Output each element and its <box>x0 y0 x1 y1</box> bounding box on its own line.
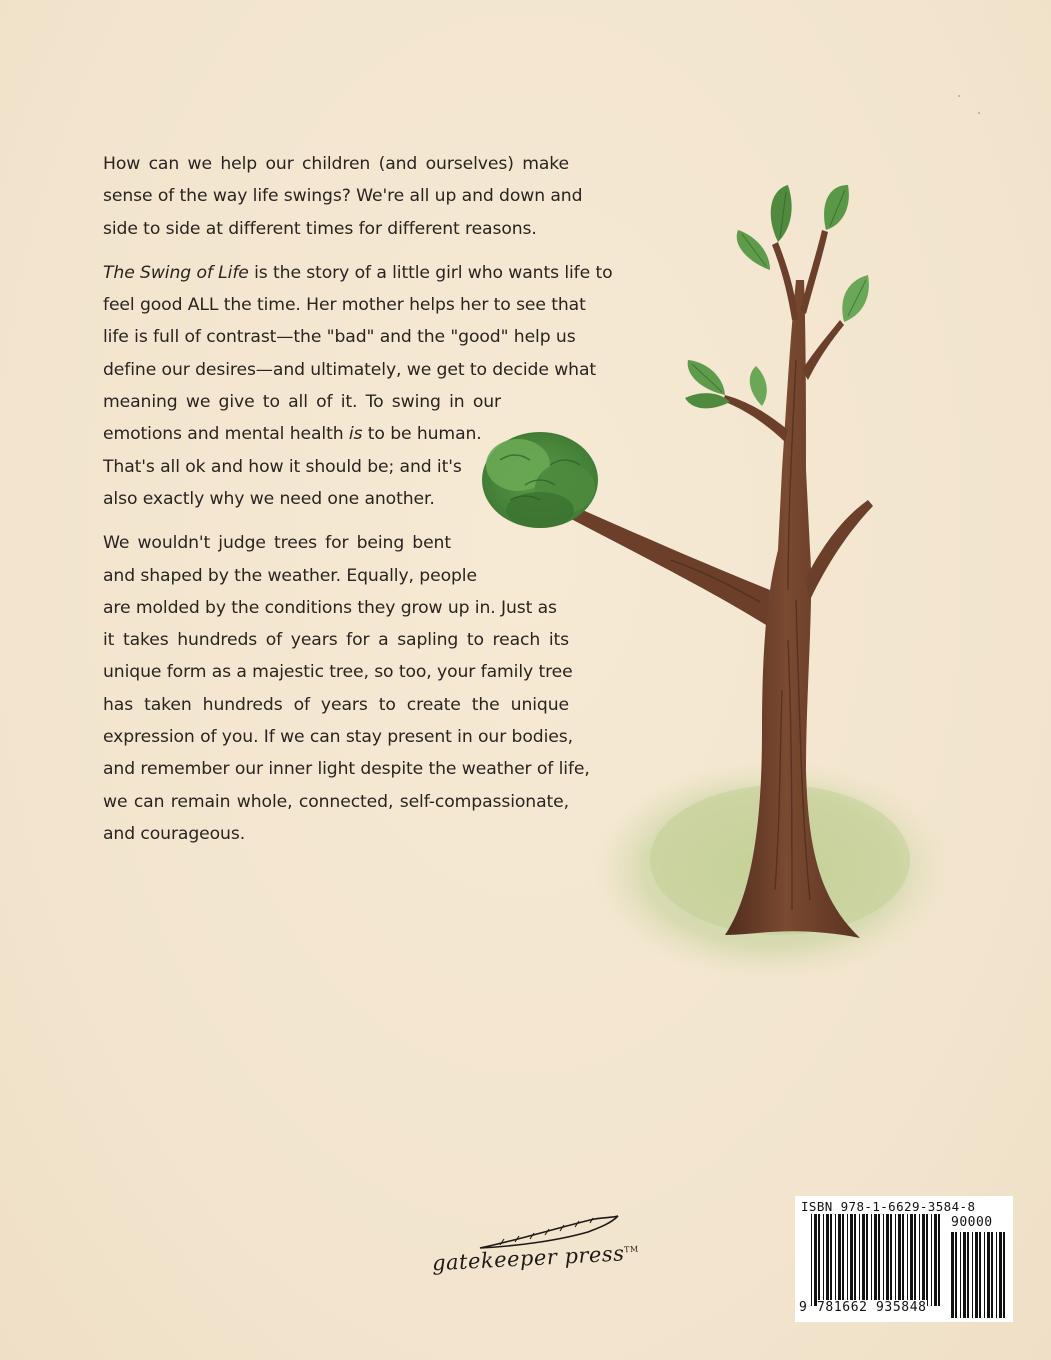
barcode-bar <box>967 1232 969 1318</box>
barcode-bar <box>1003 1232 1005 1318</box>
blurb-line: it takes hundreds of years for a sapling to reach its <box>103 630 569 651</box>
blurb-line: and remember our inner light despite the weather of life, <box>103 759 590 780</box>
trademark-mark: TM <box>623 1244 639 1255</box>
barcode-bar <box>818 1214 820 1306</box>
blurb-paragraph-2 <box>103 257 613 515</box>
barcode-bar <box>955 1232 957 1318</box>
publisher-logo <box>430 1212 639 1292</box>
blurb-line: also exactly why we need one another. <box>103 488 435 509</box>
blurb-paragraph-1 <box>103 148 583 245</box>
barcode-bar <box>934 1214 937 1306</box>
publisher-name-text: gatekeeper press <box>431 1241 625 1276</box>
leaves <box>685 185 869 408</box>
barcode-bar <box>922 1214 925 1306</box>
barcode-bar <box>999 1232 1002 1318</box>
addon-digits: 90000 <box>951 1215 993 1230</box>
back-cover-blurb <box>103 148 613 862</box>
paper-speck <box>958 95 960 97</box>
barcode-bar <box>895 1214 896 1306</box>
barcode-bar <box>963 1232 966 1318</box>
blurb-line: feel good ALL the time. Her mother helps her to see that <box>103 295 586 316</box>
blurb-line: unique form as a majestic tree, so too, your family tree <box>103 662 573 683</box>
barcode-bar <box>984 1232 985 1318</box>
barcode-bar <box>823 1214 824 1306</box>
blurb-line: That's all ok and how it should be; and it's <box>103 456 462 477</box>
barcode-bar <box>826 1214 829 1306</box>
book-title: The Swing of Life <box>103 262 249 283</box>
blurb-line: How can we help our children (and ourselves) make <box>103 154 569 174</box>
barcode-bar <box>890 1214 892 1306</box>
blurb-line: we can remain whole, connected, self-compassionate, <box>103 791 569 812</box>
right-mid-branch <box>802 320 844 380</box>
barcode-bar <box>914 1214 916 1306</box>
upper-left-branch <box>723 395 788 442</box>
barcode-bar <box>898 1214 901 1306</box>
paper-speck <box>978 112 980 114</box>
barcode-bar <box>960 1232 961 1318</box>
barcode-bar <box>847 1214 848 1306</box>
barcode-bar <box>842 1214 844 1306</box>
barcode-bar <box>951 1232 954 1318</box>
blurb-paragraph-3 <box>103 527 590 850</box>
blurb-line: expression of you. If we can stay present in our bodies, <box>103 727 573 748</box>
blurb-line-text: emotions and mental health <box>103 424 349 445</box>
barcode-bar <box>830 1214 832 1306</box>
barcode-bar <box>902 1214 904 1306</box>
ean-first-digit: 9 <box>799 1300 807 1315</box>
barcode-bar <box>996 1232 997 1318</box>
barcode-bar <box>975 1232 978 1318</box>
isbn-barcode <box>795 1196 1013 1322</box>
barcode-bar <box>854 1214 856 1306</box>
barcode-bar <box>987 1232 990 1318</box>
barcode-bar <box>850 1214 853 1306</box>
barcode-bar <box>814 1214 817 1306</box>
barcode-bar <box>811 1214 812 1306</box>
barcode-bar <box>878 1214 880 1306</box>
blurb-line: life is full of contrast—the "bad" and the "good" help us <box>103 327 576 348</box>
blurb-line: side to side at different times for different reasons. <box>103 218 537 239</box>
right-lower-branch <box>805 500 873 600</box>
barcode-bar <box>926 1214 928 1306</box>
blurb-line: meaning we give to all of it. To swing in our <box>103 392 501 413</box>
barcode-bar <box>862 1214 865 1306</box>
blurb-line: are molded by the conditions they grow up in. Just as <box>103 597 557 618</box>
barcode-bar <box>991 1232 993 1318</box>
barcode-bar <box>871 1214 872 1306</box>
blurb-line-text: to be human. <box>362 424 482 445</box>
blurb-line: and courageous. <box>103 823 246 844</box>
barcode-bar <box>938 1214 940 1306</box>
publisher-name <box>432 1241 640 1276</box>
barcode-bar <box>874 1214 877 1306</box>
barcode-bar <box>910 1214 913 1306</box>
blurb-line-text: is the story of a little girl who wants life to <box>248 262 613 283</box>
barcode-bar <box>931 1214 932 1306</box>
blurb-line: We wouldn't judge trees for being bent <box>103 533 451 554</box>
barcode-bar <box>838 1214 841 1306</box>
barcode-bar <box>866 1214 868 1306</box>
blurb-line: define our desires—and ultimately, we get to decide what <box>103 359 597 380</box>
blurb-line <box>103 418 482 450</box>
isbn-text: ISBN 978-1-6629-3584-8 <box>801 1199 976 1214</box>
barcode-bar <box>972 1232 973 1318</box>
emphasis: is <box>348 424 363 445</box>
barcode-bar <box>859 1214 860 1306</box>
top-branch-right <box>800 230 828 314</box>
ean-digits: 781662 935848 <box>817 1300 927 1315</box>
barcode-bar <box>907 1214 908 1306</box>
barcode-bar <box>883 1214 884 1306</box>
barcode-bar <box>979 1232 981 1318</box>
top-branch-left <box>772 242 798 320</box>
blurb-line: has taken hundreds of years to create the unique <box>103 694 569 715</box>
left-branch <box>554 500 770 625</box>
blurb-line: sense of the way life swings? We're all up and down and <box>103 186 583 207</box>
barcode-bar <box>886 1214 889 1306</box>
blurb-line <box>103 257 613 289</box>
barcode-bar <box>835 1214 836 1306</box>
blurb-line: and shaped by the weather. Equally, people <box>103 565 477 586</box>
barcode-bar <box>919 1214 920 1306</box>
